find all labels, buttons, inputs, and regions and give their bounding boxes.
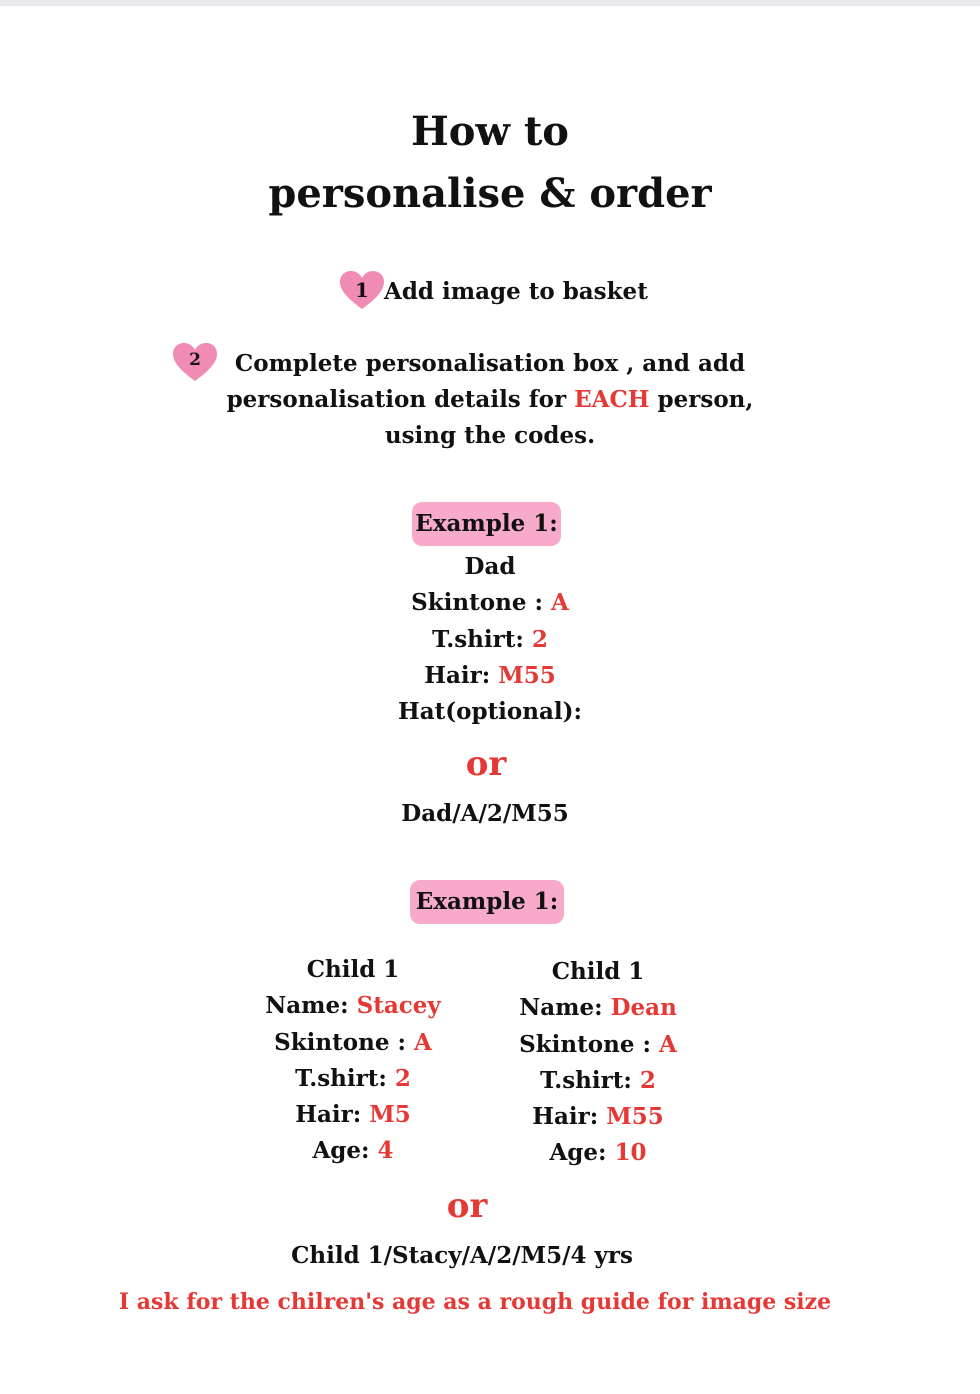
hair-label: Hair: (532, 1103, 607, 1131)
step-2-line-3: using the codes. (384, 422, 596, 449)
heart-icon (339, 271, 385, 311)
skintone-line (448, 1027, 748, 1063)
example-one-details (290, 549, 690, 730)
hair-label: Hair: (295, 1101, 370, 1129)
age-note: I ask for the chilren's age as a rough guide for image size (118, 1289, 832, 1315)
name-value: Stacey (356, 992, 441, 1020)
tshirt-label: T.shirt: (540, 1066, 640, 1094)
top-border (0, 0, 980, 6)
age-line (448, 1135, 748, 1171)
skintone-label: Skintone : (274, 1028, 414, 1056)
short-code: Child 1/Stacy/A/2/M5/4 yrs (291, 1242, 633, 1269)
step-2-text (200, 346, 780, 454)
age-value: 4 (377, 1137, 394, 1165)
tshirt-line (448, 1063, 748, 1099)
hair-value: M55 (498, 661, 556, 689)
age-label: Age: (549, 1139, 615, 1167)
tshirt-line (290, 622, 690, 658)
page-title-line-2: personalise & order (268, 170, 712, 217)
tshirt-value: 2 (639, 1066, 656, 1094)
skintone-value: A (550, 589, 569, 617)
skintone-label: Skintone : (411, 589, 551, 617)
hair-line (290, 658, 690, 694)
each-emphasis: EACH (574, 386, 650, 413)
step-2-line-2 (200, 382, 780, 418)
age-label: Age: (312, 1137, 378, 1165)
hat-line: Hat(optional): (398, 698, 582, 726)
person-name: Dad (464, 553, 516, 580)
child-card (448, 954, 748, 1172)
tshirt-value: 2 (394, 1064, 411, 1092)
step-2-line-2-end: person, (649, 386, 754, 413)
name-value: Dean (610, 994, 677, 1022)
step-2-line-1: Complete personalisation box , and add (234, 350, 746, 377)
child-heading: Child 1 (551, 958, 645, 985)
step-number: 2 (189, 350, 201, 370)
or-separator: or (446, 1186, 488, 1226)
short-code: Dad/A/2/M55 (401, 800, 569, 827)
tshirt-label: T.shirt: (295, 1064, 395, 1092)
age-value: 10 (614, 1139, 647, 1167)
hair-label: Hair: (424, 661, 499, 689)
skintone-value: A (413, 1028, 432, 1056)
example-label-badge: Example 1: (410, 880, 564, 924)
name-label: Name: (519, 994, 611, 1022)
tshirt-label: T.shirt: (432, 625, 532, 653)
tshirt-value: 2 (531, 625, 548, 653)
child-heading: Child 1 (306, 956, 400, 983)
name-line (448, 990, 748, 1026)
example-label-badge: Example 1: (412, 502, 561, 546)
skintone-label: Skintone : (519, 1030, 659, 1058)
step-number: 1 (355, 278, 369, 302)
step-1-text: Add image to basket (384, 278, 648, 305)
page-title-line-1: How to (411, 108, 569, 155)
hair-value: M55 (606, 1103, 664, 1131)
step-2-line-2-start: personalisation details for (226, 386, 575, 413)
hair-value: M5 (369, 1101, 411, 1129)
hair-line (448, 1099, 748, 1135)
name-label: Name: (265, 992, 357, 1020)
or-separator: or (465, 744, 507, 784)
skintone-value: A (658, 1030, 677, 1058)
skintone-line (290, 585, 690, 621)
